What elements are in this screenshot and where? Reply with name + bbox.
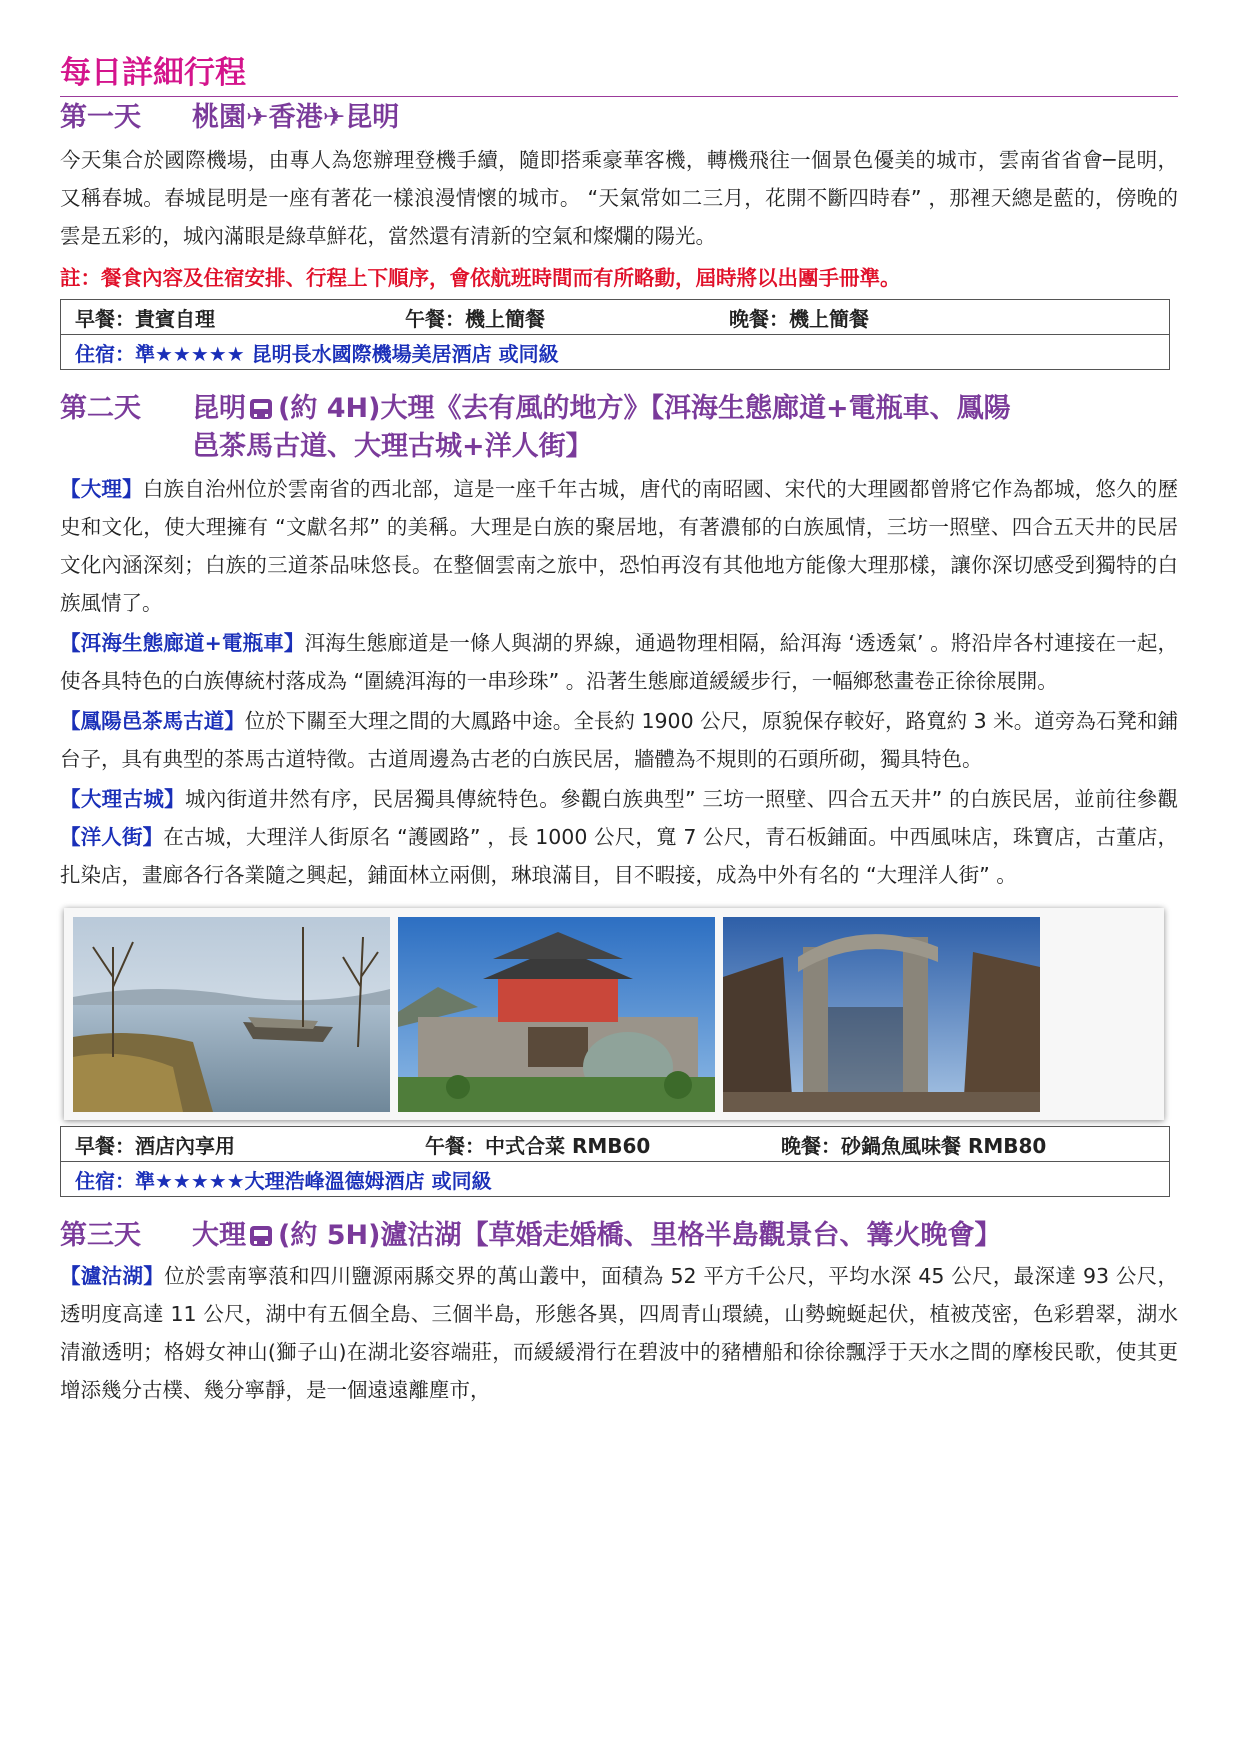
day1-meals-row [61,300,1170,335]
day1-title [60,99,1178,137]
bus-icon [250,399,272,419]
day2-meal-table [60,1126,1170,1197]
day2-paragraph-erhai [60,624,1178,700]
fengyang-tag: 【鳳陽邑茶馬古道】 [60,709,245,733]
day2-label: 第二天 [60,393,141,424]
dali-tag: 【大理】 [60,477,143,501]
day1-note: 註：餐食內容及住宿安排、行程上下順序，會依航班時間而有所略動，屆時將以出團手冊準。 [60,266,901,290]
day2-paragraph-fengyang [60,702,1178,778]
day1-breakfast: 早餐：貴賓自理 [75,306,215,331]
itinerary-page [60,52,1178,1409]
day1-route: 桃園✈香港✈昆明 [192,102,400,133]
ancient-city-tag: 【大理古城】 [60,787,186,811]
day2-paragraph-ancient-city [60,780,1178,894]
day2-dinner: 晚餐：砂鍋魚風味餐 RMB80 [781,1133,1047,1158]
day1-paragraph: 今天集合於國際機場，由專人為您辦理登機手續，隨即搭乘豪華客機，轉機飛往一個景色優美的城市，雲南省省會─昆明，又稱春城。春城昆明是一座有著花一樣浪漫情懷的城市。 “天氣常如二三月，花開不斷四時春” ，那裡天總是藍的，傍晚的雲是五彩的，城內滿眼是綠草鮮花，當然還有清新的空氣和燦爛的陽光。 [60,148,1178,248]
erhai-tag: 【洱海生態廊道+電瓶車】 [60,631,305,655]
erhai-text: 洱海生態廊道是一條人與湖的界線，通過物理相隔，給洱海 ‘透透氣’ 。將沿岸各村連接在一起，使各具特色的白族傳統村落成為 “圍繞洱海的一串珍珠” 。沿著生態廊道緩緩步行，一幅鄉愁畫卷正徐徐展開。 [60,631,1178,693]
fengyang-text: 位於下關至大理之間的大鳳路中途。全長約 1900 公尺，原貌保存較好，路寬約 3 米。道旁為石凳和鋪台子，具有典型的茶馬古道特徵。古道周邊為古老的白族民居，牆體為不規則的石頭所砌，獨具特色。 [60,709,1179,771]
day2-title-line2: 邑茶馬古道、大理古城+洋人街】 [192,431,593,462]
day2-title-part1: 昆明 [192,393,246,424]
dali-text: 白族自治州位於雲南省的西北部，這是一座千年古城，唐代的南昭國、宋代的大理國都曾將它作為都城，悠久的歷史和文化，使大理擁有 “文獻名邦” 的美稱。大理是白族的聚居地，有著濃郁的白族風情，三坊一照壁、四合五天井的民居文化內涵深刻；白族的三道茶品味悠長。在整個雲南之旅中，恐怕再沒有其他地方能像大理那樣，讓你深切感受到獨特的白族風情了。 [60,477,1179,615]
day3-label: 第三天 [60,1220,141,1251]
day2-breakfast: 早餐：酒店內享用 [75,1133,235,1158]
photo-strip [64,908,1164,1120]
day3-title-part1: 大理 [192,1220,246,1251]
day3-title [60,1217,1178,1255]
lugu-text: 位於雲南寧蒗和四川鹽源兩縣交界的萬山叢中，面積為 52 平方千公尺，平均水深 45 公尺，最深達 93 公尺，透明度高達 11 公尺，湖中有五個全島、三個半島，形態各異，四周青山環繞，山勢蜿蜒起伏，植被茂密，色彩碧翠，湖水清澈透明；格姆女神山(獅子山)在湖北姿容端莊，而緩緩滑行在碧波中的豬槽船和徐徐飄浮于天水之間的摩梭民歌，使其更增添幾分古樸、幾分寧靜，是一個遠遠離塵市， [60,1264,1179,1402]
lugu-tag: 【瀘沽湖】 [60,1264,165,1288]
day2-meals-row [61,1127,1170,1162]
day2-title [60,390,1178,466]
photo-erhai-lake [73,917,390,1112]
day3-paragraph-lugu [60,1257,1178,1409]
day1-label: 第一天 [60,102,141,133]
photo-dali-gate [398,917,715,1112]
day2-lunch: 午餐：中式合菜 RMB60 [425,1133,651,1158]
day2-paragraph-dali [60,470,1178,622]
day1-lunch: 午餐：機上簡餐 [405,306,545,331]
day2-title-part2: (約 4H)大理《去有風的地方》【洱海生態廊道+電瓶車、鳳陽 [278,393,1011,424]
day2-stay: 住宿：準★★★★★大理浩峰溫德姆酒店 或同級 [61,1162,1170,1197]
day1-dinner: 晚餐：機上簡餐 [729,306,869,331]
day1-meal-table [60,299,1170,370]
section-title: 每日詳細行程 [60,52,1178,97]
foreigner-street-text: 在古城，大理洋人街原名 “護國路” ，長 1000 公尺，寬 7 公尺，青石板鋪面。中西風味店，珠寶店，古董店，扎染店，畫廊各行各業隨之興起，鋪面林立兩側，琳琅滿目，目不暇接，成為中外有名的 “大理洋人街” 。 [60,825,1178,887]
foreigner-street-tag: 【洋人街】 [60,825,164,849]
bus-icon [250,1226,272,1246]
photo-old-town-arch [723,917,1040,1112]
day3-title-part2: (約 5H)瀘沽湖【草婚走婚橋、里格半島觀景台、篝火晚會】 [278,1220,1002,1251]
day1-stay: 住宿：準★★★★★ 昆明長水國際機場美居酒店 或同級 [61,335,1170,370]
ancient-city-text: 城內街道井然有序，民居獨具傳統特色。參觀白族典型” 三坊一照壁、四合五天井” 的白族民居，並前往參觀 [185,787,1178,811]
